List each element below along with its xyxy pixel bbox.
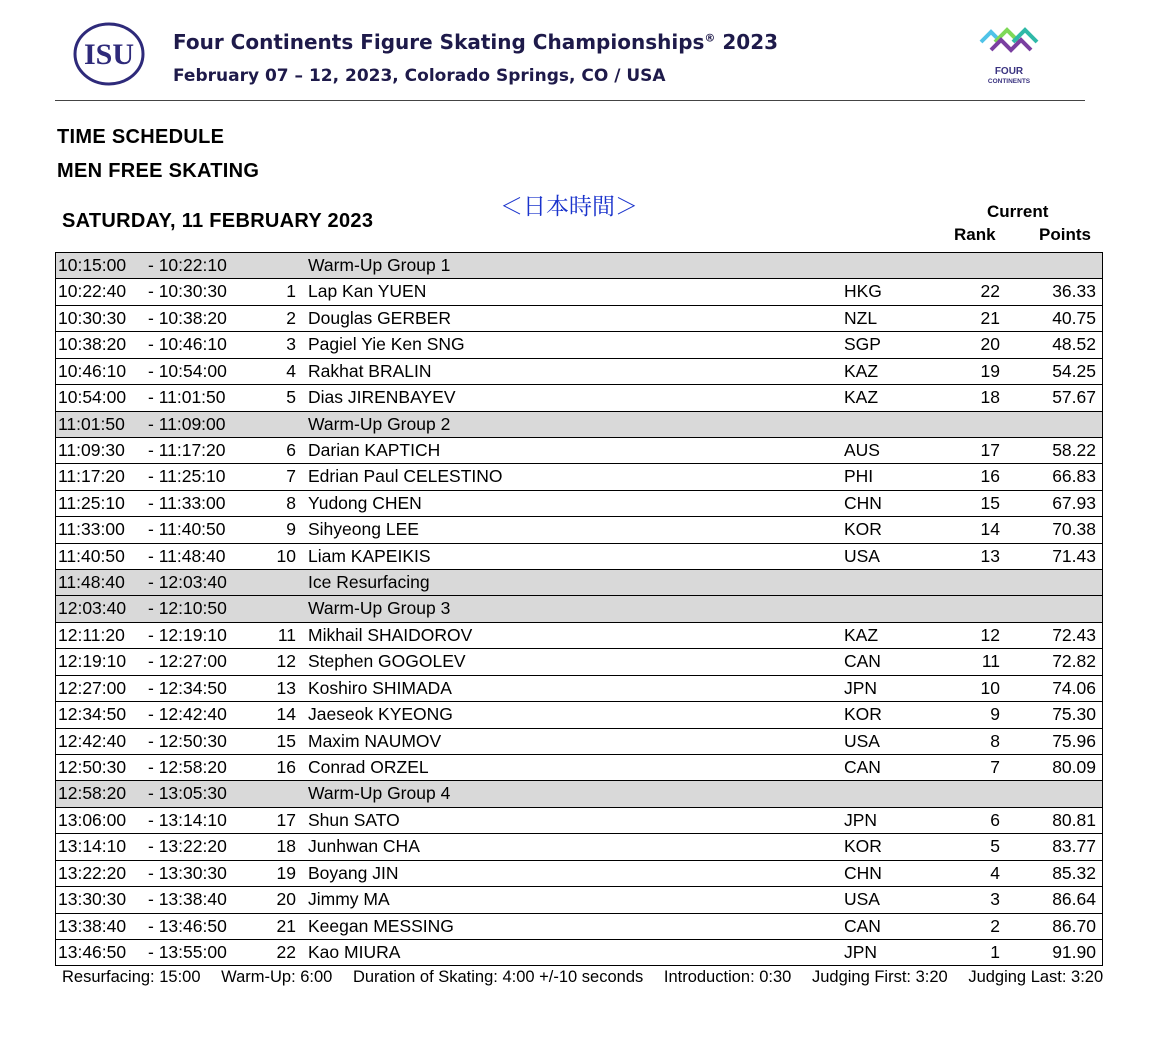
schedule-block-row: [56, 781, 1102, 807]
page-title: Four Continents Figure Skating Championships® 2023: [173, 30, 779, 54]
skater-name: Darian KAPTICH: [308, 439, 441, 460]
start-time: 10:46:10: [58, 360, 127, 381]
isu-logo-text: ISU: [83, 38, 135, 71]
end-time: - 10:54:00: [148, 360, 227, 381]
end-time: - 13:38:40: [148, 889, 227, 910]
start-time: 10:22:40: [58, 281, 127, 302]
skater-name: Sihyeong LEE: [308, 519, 419, 540]
current-rank: 3: [990, 889, 1000, 910]
schedule-block-row: [56, 570, 1102, 596]
skater-name: Jaeseok KYEONG: [308, 704, 453, 725]
current-points: 91.90: [1052, 941, 1096, 962]
schedule-block-row: [56, 253, 1102, 279]
current-points: 66.83: [1052, 466, 1096, 487]
skater-name: Koshiro SHIMADA: [308, 677, 452, 698]
current-rank: 4: [990, 862, 1000, 883]
footer-judging-first: Judging First: 3:20: [811, 968, 948, 986]
start-number: 4: [286, 360, 296, 381]
skater-name: Ice Resurfacing: [308, 572, 430, 593]
end-time: - 12:03:40: [148, 572, 227, 593]
current-points: 85.32: [1052, 862, 1096, 883]
skater-name: Stephen GOGOLEV: [308, 651, 466, 672]
end-time: - 11:17:20: [148, 439, 226, 460]
start-time: 11:48:40: [58, 572, 125, 593]
nation: JPN: [844, 941, 878, 962]
nation: KOR: [844, 519, 882, 540]
skater-row: [56, 676, 1102, 702]
schedule-block-row: [56, 412, 1102, 438]
end-time: - 13:30:30: [148, 862, 227, 883]
end-time: - 11:01:50: [148, 387, 226, 408]
start-number: 3: [286, 334, 296, 355]
skater-row: [56, 808, 1102, 834]
start-number: 2: [286, 307, 296, 328]
start-number: 21: [276, 915, 296, 936]
start-number: 18: [276, 836, 296, 857]
skater-row: [56, 491, 1102, 517]
skater-name: Shun SATO: [308, 809, 400, 830]
nation: CAN: [844, 651, 881, 672]
nation: KAZ: [844, 387, 879, 408]
start-number: 10: [276, 545, 296, 566]
event-logo-line2: CONTINENTS: [987, 78, 1031, 85]
nation: USA: [844, 889, 880, 910]
start-time: 12:27:00: [58, 677, 127, 698]
skater-row: [56, 887, 1102, 913]
footer-duration: Duration of Skating: 4:00 +/-10 seconds: [352, 968, 644, 986]
current-points: 86.70: [1052, 915, 1096, 936]
current-points: 75.96: [1052, 730, 1096, 751]
current-points: 80.81: [1052, 809, 1096, 830]
start-time: 13:38:40: [58, 915, 127, 936]
start-number: 20: [276, 889, 296, 910]
start-number: 22: [276, 941, 296, 962]
start-time: 13:30:30: [58, 889, 127, 910]
current-rank: 19: [980, 360, 1000, 381]
current-rank: 9: [990, 704, 1000, 725]
start-time: 12:03:40: [58, 598, 127, 619]
skater-row: [56, 544, 1102, 570]
start-number: 6: [286, 439, 296, 460]
skater-row: [56, 359, 1102, 385]
start-time: 11:40:50: [58, 545, 125, 566]
current-points: 67.93: [1052, 492, 1096, 513]
nation: AUS: [844, 439, 880, 460]
start-time: 11:25:10: [58, 492, 125, 513]
start-time: 12:11:20: [58, 624, 125, 645]
skater-name: Pagiel Yie Ken SNG: [308, 334, 465, 355]
skater-name: Boyang JIN: [308, 862, 399, 883]
end-time: - 12:50:30: [148, 730, 227, 751]
footer-warmup: Warm-Up: 6:00: [221, 968, 333, 986]
current-rank: 16: [980, 466, 1000, 487]
end-time: - 12:10:50: [148, 598, 227, 619]
start-time: 13:14:10: [58, 836, 127, 857]
start-time: 13:46:50: [58, 941, 127, 962]
start-time: 10:54:00: [58, 387, 127, 408]
nation: KOR: [844, 836, 882, 857]
skater-row: [56, 702, 1102, 728]
skater-name: Conrad ORZEL: [308, 757, 429, 778]
skater-row: [56, 940, 1102, 966]
skater-name: Maxim NAUMOV: [308, 730, 442, 751]
skater-name: Mikhail SHAIDOROV: [308, 624, 473, 645]
current-rank: 12: [980, 624, 1000, 645]
skater-row: [56, 755, 1102, 781]
current-rank: 21: [980, 307, 1000, 328]
end-time: - 11:33:00: [148, 492, 226, 513]
footer-judging-last: Judging Last: 3:20: [968, 968, 1104, 986]
start-time: 10:30:30: [58, 307, 127, 328]
footer-resurfacing: Resurfacing: 15:00: [62, 968, 201, 986]
current-rank: 7: [990, 757, 1000, 778]
start-time: 13:22:20: [58, 862, 127, 883]
start-number: 1: [286, 281, 296, 302]
skater-name: Kao MIURA: [308, 941, 401, 962]
end-time: - 13:46:50: [148, 915, 227, 936]
current-rank: 11: [981, 651, 1000, 672]
start-number: 17: [276, 809, 296, 830]
start-number: 8: [286, 492, 296, 513]
current-column-heading: Current: [987, 202, 1049, 221]
current-points: 54.25: [1052, 360, 1096, 381]
skater-row: [56, 332, 1102, 358]
current-rank: 22: [980, 281, 1000, 302]
current-points: 36.33: [1052, 281, 1096, 302]
start-number: 15: [276, 730, 296, 751]
schedule-table: [55, 252, 1103, 966]
current-rank: 2: [990, 915, 1000, 936]
end-time: - 11:25:10: [148, 466, 226, 487]
current-points: 71.43: [1052, 545, 1096, 566]
page-header: [55, 18, 1085, 101]
event-logo-line1: FOUR: [994, 66, 1024, 77]
date-heading: SATURDAY, 11 FEBRUARY 2023: [62, 210, 374, 232]
end-time: - 13:22:20: [148, 836, 227, 857]
nation: HKG: [844, 281, 882, 302]
start-number: 19: [276, 862, 296, 883]
nation: USA: [844, 545, 880, 566]
start-time: 11:09:30: [58, 439, 125, 460]
skater-name: Warm-Up Group 3: [308, 598, 451, 619]
start-time: 11:01:50: [58, 413, 125, 434]
skater-name: Edrian Paul CELESTINO: [308, 466, 503, 487]
start-number: 5: [286, 387, 296, 408]
current-rank: 17: [980, 439, 1000, 460]
nation: JPN: [844, 677, 878, 698]
isu-logo: [73, 22, 145, 86]
start-number: 12: [276, 651, 296, 672]
skater-name: Liam KAPEIKIS: [308, 545, 431, 566]
start-number: 16: [276, 757, 296, 778]
end-time: - 12:42:40: [148, 704, 227, 725]
skater-row: [56, 279, 1102, 305]
end-time: - 10:30:30: [148, 281, 227, 302]
start-number: 14: [276, 704, 296, 725]
skater-row: [56, 914, 1102, 940]
nation: PHI: [844, 466, 874, 487]
end-time: - 13:05:30: [148, 783, 227, 804]
start-time: 12:58:20: [58, 783, 127, 804]
nation: JPN: [844, 809, 878, 830]
start-number: 9: [286, 519, 296, 540]
current-points: 75.30: [1052, 704, 1096, 725]
nation: CHN: [844, 862, 882, 883]
end-time: - 10:22:10: [148, 255, 227, 275]
skater-name: Keegan MESSING: [308, 915, 454, 936]
skater-name: Warm-Up Group 4: [308, 783, 451, 804]
end-time: - 10:38:20: [148, 307, 227, 328]
end-time: - 12:19:10: [148, 624, 227, 645]
nation: NZL: [844, 307, 878, 328]
skater-name: Lap Kan YUEN: [308, 281, 427, 302]
current-rank: 10: [980, 677, 1000, 698]
skater-name: Rakhat BRALIN: [308, 360, 432, 381]
skater-row: [56, 385, 1102, 411]
start-number: 13: [276, 677, 296, 698]
end-time: - 10:46:10: [148, 334, 227, 355]
end-time: - 13:14:10: [148, 809, 227, 830]
start-number: 7: [286, 466, 296, 487]
end-time: - 12:27:00: [148, 651, 227, 672]
skater-row: [56, 623, 1102, 649]
current-points: 83.77: [1052, 836, 1096, 857]
current-points: 57.67: [1052, 387, 1096, 408]
skater-row: [56, 834, 1102, 860]
nation: CAN: [844, 757, 881, 778]
rank-column-heading: Rank: [954, 225, 996, 244]
current-points: 40.75: [1052, 307, 1096, 328]
current-rank: 1: [990, 941, 1000, 962]
japan-time-note: ＜日本時間＞: [500, 193, 638, 219]
skater-row: [56, 649, 1102, 675]
start-time: 12:19:10: [58, 651, 127, 672]
start-time: 13:06:00: [58, 809, 127, 830]
current-rank: 15: [980, 492, 1000, 513]
current-points: 58.22: [1052, 439, 1096, 460]
schedule-block-row: [56, 596, 1102, 622]
nation: SGP: [844, 334, 881, 355]
start-time: 10:15:00: [58, 255, 127, 275]
page-subtitle: February 07 – 12, 2023, Colorado Springs, CO / USA: [173, 66, 666, 86]
current-rank: 6: [990, 809, 1000, 830]
skater-name: Yudong CHEN: [308, 492, 422, 513]
start-time: 12:34:50: [58, 704, 127, 725]
end-time: - 11:40:50: [148, 519, 226, 540]
end-time: - 11:48:40: [148, 545, 226, 566]
skater-row: [56, 464, 1102, 490]
current-rank: 20: [980, 334, 1000, 355]
end-time: - 13:55:00: [148, 941, 227, 962]
skater-row: [56, 438, 1102, 464]
schedule-heading: TIME SCHEDULE: [57, 126, 225, 148]
footer-introduction: Introduction: 0:30: [663, 968, 792, 986]
current-rank: 5: [990, 836, 1000, 857]
start-time: 11:33:00: [58, 519, 125, 540]
skater-row: [56, 861, 1102, 887]
nation: CHN: [844, 492, 882, 513]
skater-row: [56, 729, 1102, 755]
current-rank: 14: [980, 519, 1000, 540]
start-time: 10:38:20: [58, 334, 127, 355]
current-points: 74.06: [1052, 677, 1096, 698]
nation: KOR: [844, 704, 882, 725]
end-time: - 12:34:50: [148, 677, 227, 698]
skater-row: [56, 517, 1102, 543]
current-rank: 13: [980, 545, 1000, 566]
points-column-heading: Points: [1039, 225, 1091, 244]
current-points: 70.38: [1052, 519, 1096, 540]
start-time: 11:17:20: [58, 466, 125, 487]
nation: CAN: [844, 915, 881, 936]
nation: USA: [844, 730, 880, 751]
skater-name: Dias JIRENBAYEV: [308, 387, 456, 408]
end-time: - 12:58:20: [148, 757, 227, 778]
current-points: 48.52: [1052, 334, 1096, 355]
skater-row: [56, 306, 1102, 332]
end-time: - 11:09:00: [148, 413, 226, 434]
event-heading: MEN FREE SKATING: [57, 160, 260, 182]
current-points: 86.64: [1052, 889, 1096, 910]
start-time: 12:50:30: [58, 757, 127, 778]
skater-name: Junhwan CHA: [308, 836, 420, 857]
current-rank: 8: [990, 730, 1000, 751]
skater-name: Jimmy MA: [308, 889, 390, 910]
timing-footer: [62, 968, 1119, 987]
start-number: 11: [277, 624, 296, 645]
nation: KAZ: [844, 360, 879, 381]
skater-name: Warm-Up Group 2: [308, 413, 451, 434]
nation: KAZ: [844, 624, 879, 645]
current-rank: 18: [980, 387, 1000, 408]
skater-name: Douglas GERBER: [308, 307, 451, 328]
start-time: 12:42:40: [58, 730, 127, 751]
skater-name: Warm-Up Group 1: [308, 255, 451, 275]
current-points: 80.09: [1052, 757, 1096, 778]
current-points: 72.82: [1052, 651, 1096, 672]
current-points: 72.43: [1052, 624, 1096, 645]
